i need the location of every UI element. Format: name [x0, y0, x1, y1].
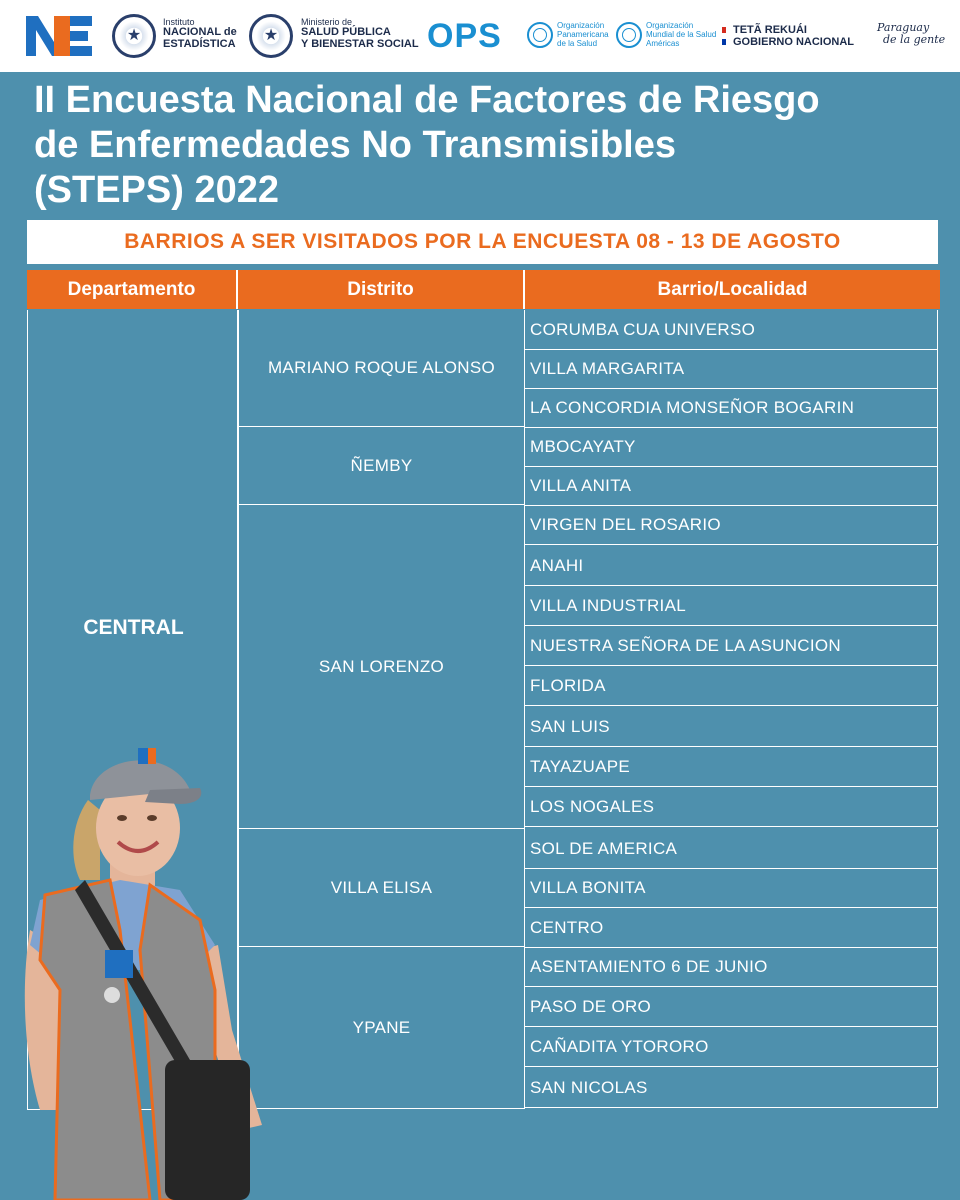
distrito-cell: [238, 427, 525, 505]
barrio-cell: ANAHI: [525, 546, 938, 586]
ine-logo-text: Instituto NACIONAL de ESTADÍSTICA: [163, 17, 237, 50]
ine-seal-icon: [112, 14, 156, 58]
oms-globe-icon: [616, 22, 642, 48]
barrio-cell: SAN NICOLAS: [525, 1068, 938, 1108]
subtitle: BARRIOS A SER VISITADOS POR LA ENCUESTA 08 - 13 DE AGOSTO: [124, 230, 841, 253]
surveyor-photo-icon: [0, 730, 300, 1200]
subtitle-banner: [27, 220, 938, 264]
barrio-cell: LA CONCORDIA MONSEÑOR BOGARIN: [525, 388, 938, 428]
barrio-cell: VILLA BONITA: [525, 868, 938, 908]
gobierno-logo-text: TETÃ REKUÁI GOBIERNO NACIONAL: [733, 24, 854, 48]
barrio-cell: VILLA INDUSTRIAL: [525, 586, 938, 626]
barrio-cell: MBOCAYATY: [525, 427, 938, 467]
paraguay-flag-icon: [722, 27, 726, 45]
barrio-cell: PASO DE ORO: [525, 987, 938, 1027]
barrio-cell: NUESTRA SEÑORA DE LA ASUNCION: [525, 626, 938, 666]
barrio-cell: FLORIDA: [525, 666, 938, 706]
distrito-name: VILLA ELISA: [330, 877, 433, 897]
departamento-name: CENTRAL: [83, 616, 184, 639]
barrio-cell: SOL DE AMERICA: [525, 829, 938, 869]
logo-bar: [0, 0, 960, 72]
ministerio-logo-text: Ministerio de SALUD PÚBLICA Y BIENESTAR SOCIAL: [301, 17, 419, 50]
distrito-name: YPANE: [352, 1017, 411, 1037]
distrito-name: SAN LORENZO: [318, 656, 445, 676]
barrio-cell: VILLA ANITA: [525, 466, 938, 506]
distrito-cell: [238, 310, 525, 427]
header-departamento: Departamento: [27, 270, 238, 309]
header-distrito: Distrito: [238, 270, 525, 309]
barrio-cell: VILLA MARGARITA: [525, 349, 938, 389]
distrito-name: MARIANO ROQUE ALONSO: [267, 358, 496, 377]
barrio-cell: TAYAZUAPE: [525, 747, 938, 787]
barrio-cell: ASENTAMIENTO 6 DE JUNIO: [525, 947, 938, 987]
barrio-cell: CENTRO: [525, 908, 938, 948]
paraguay-de-la-gente-logo: Paraguay de la gente: [877, 21, 946, 47]
barrio-cell: SAN LUIS: [525, 707, 938, 747]
barrio-cell: CAÑADITA YTORORO: [525, 1027, 938, 1067]
barrio-cell: VIRGEN DEL ROSARIO: [525, 505, 938, 545]
ops-logo: OPS: [427, 17, 502, 55]
ops-globe-icon: [527, 22, 553, 48]
barrio-cell: CORUMBA CUA UNIVERSO: [525, 310, 938, 350]
ministerio-seal-icon: [249, 14, 293, 58]
distrito-name: ÑEMBY: [350, 455, 413, 475]
oms-logo-text: Organización Mundial de la Salud Américas: [646, 21, 717, 48]
ine-logo-icon: [24, 14, 94, 58]
header-barrio: Barrio/Localidad: [525, 270, 940, 309]
page-title: II Encuesta Nacional de Factores de Riesgo de Enfermedades No Transmisibles (STEPS) 2022: [34, 79, 820, 211]
barrio-cell: LOS NOGALES: [525, 787, 938, 827]
ops-logo-text: Organización Panamericana de la Salud: [557, 21, 609, 48]
